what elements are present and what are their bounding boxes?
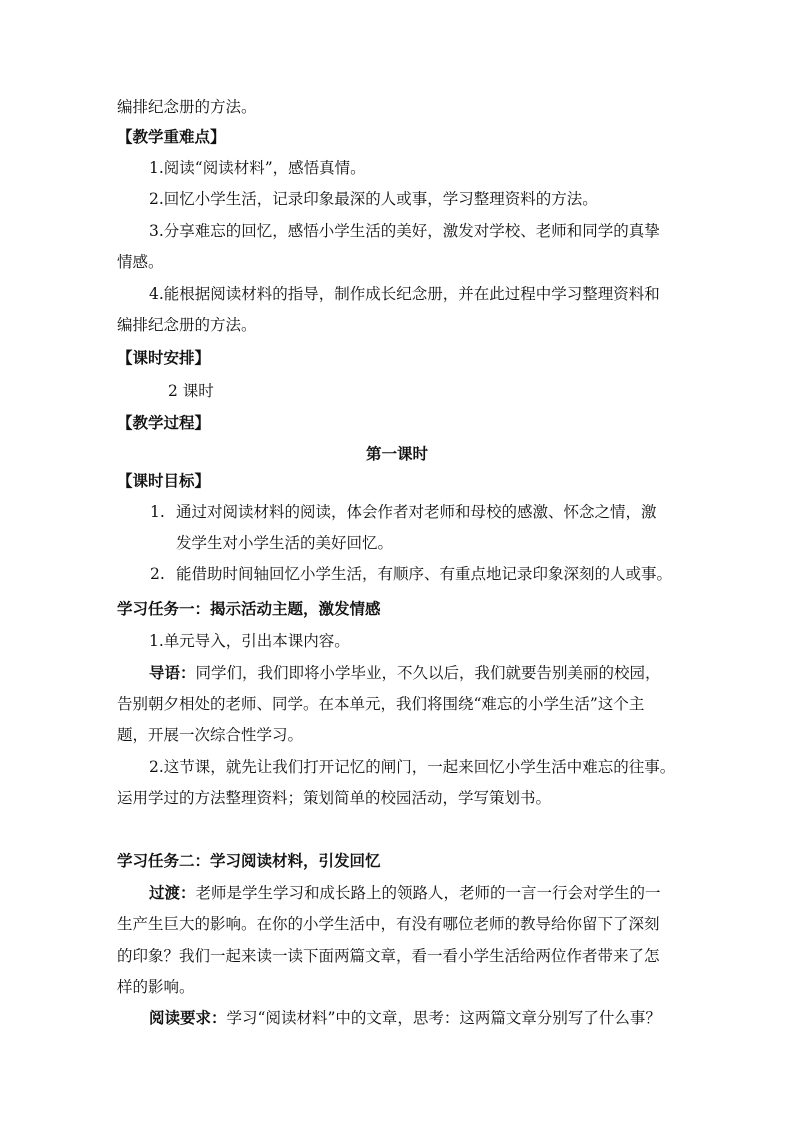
task2-transition-line-3: 的印象？我们一起来读一读下面两篇文章，看一看小学生活给两位作者带来了怎: [117, 947, 660, 965]
goal-1-line-1: 通过对阅读材料的阅读，体会作者对老师和母校的感激、怀念之情，激: [176, 503, 657, 521]
guide-text: 同学们，我们即将小学毕业，不久以后，我们就要告别美丽的校园，: [195, 664, 661, 682]
difficulty-item-3-cont: 情感。: [117, 253, 164, 271]
task2-reading-requirement: [149, 1007, 661, 1029]
task1-guide-line-2: 告别朝夕相处的老师、同学。在本单元，我们将围绕“难忘的小学生活”这个主: [117, 695, 645, 713]
task1-guide-line-1: [149, 662, 661, 684]
goal-2-num: 2.: [150, 565, 165, 583]
task1-step2-line-2: 运用学过的方法整理资料；策划简单的校园活动，学写策划书。: [117, 789, 552, 807]
task2-transition-line-2: 生产生巨大的影响。在你的小学生活中，有没有哪位老师的教导给你留下了深刻: [117, 915, 660, 933]
intro-tail: 编排纪念册的方法。: [117, 98, 257, 116]
task1-guide-line-3: 题，开展一次综合性学习。: [117, 726, 304, 744]
task1-heading: 学习任务一：揭示活动主题，激发情感: [117, 599, 381, 618]
schedule-value: 2 课时: [168, 382, 214, 400]
task2-transition-line-1: [149, 882, 661, 904]
task2-transition-line-4: 样的影响。: [117, 978, 195, 996]
difficulty-item-1: 1.阅读“阅读材料”，感悟真情。: [149, 159, 366, 177]
requirement-text: 学习“阅读材料”中的文章，思考：这两篇文章分别写了什么事？: [226, 1009, 661, 1027]
task2-heading: 学习任务二：学习阅读材料，引发回忆: [117, 851, 381, 870]
difficulty-item-3: 3.分享难忘的回忆，感悟小学生活的美好，激发对学校、老师和同学的真挚: [149, 222, 660, 240]
difficulty-item-4-cont: 编排纪念册的方法。: [117, 316, 257, 334]
difficulty-item-4: 4.能根据阅读材料的指导，制作成长纪念册，并在此过程中学习整理资料和: [149, 285, 660, 303]
task1-step1: 1.单元导入，引出本课内容。: [149, 632, 350, 650]
requirement-label: 阅读要求：: [149, 1008, 227, 1027]
difficulty-heading: 【教学重难点】: [117, 127, 226, 146]
goal-1-line-2: 发学生对小学生活的美好回忆。: [176, 534, 394, 552]
goal-2-line-1: 能借助时间轴回忆小学生活，有顺序、有重点地记录印象深刻的人或事。: [176, 565, 673, 583]
lesson-title: 第一课时: [365, 444, 428, 463]
guide-label: 导语：: [149, 663, 196, 682]
schedule-heading: 【课时安排】: [117, 348, 211, 367]
process-heading: 【教学过程】: [117, 413, 211, 432]
transition-text: 老师是学生学习和成长路上的领路人，老师的一言一行会对学生的一: [195, 884, 661, 902]
transition-label: 过渡：: [149, 883, 196, 902]
difficulty-item-2: 2.回忆小学生活，记录印象最深的人或事，学习整理资料的方法。: [149, 190, 598, 208]
goals-heading: 【课时目标】: [117, 471, 211, 490]
goal-1-num: 1.: [150, 503, 165, 521]
task1-step2-line-1: 2.这节课，就先让我们打开记忆的闸门，一起来回忆小学生活中难忘的往事。: [149, 758, 676, 776]
